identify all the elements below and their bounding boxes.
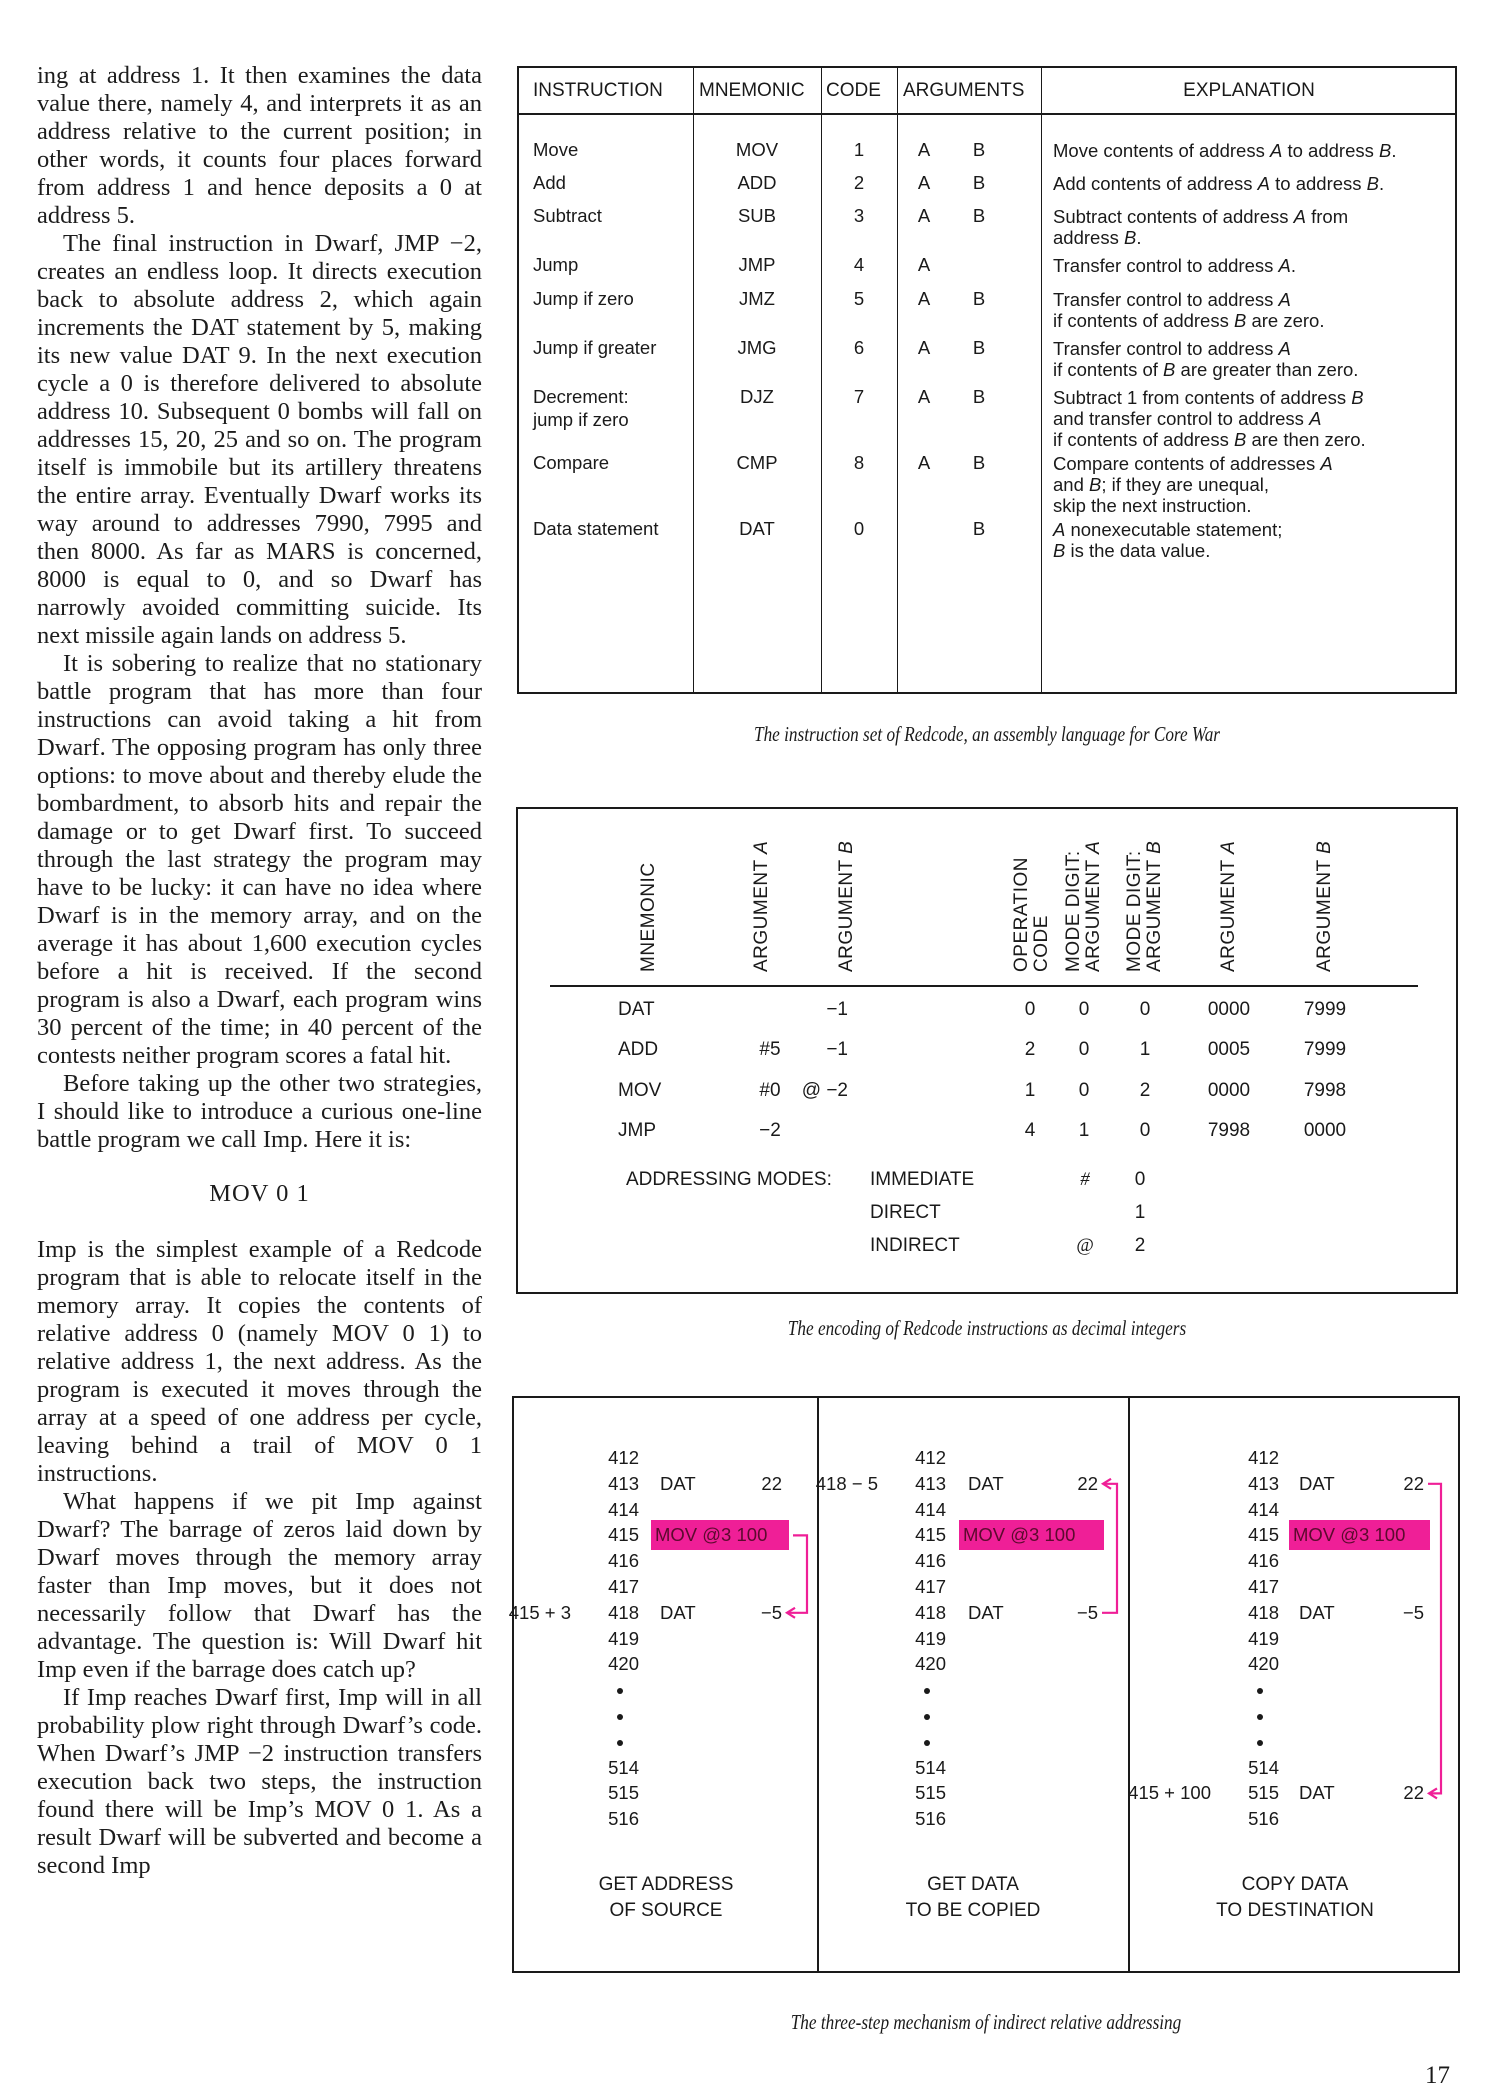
cell-mnemonic: ADD	[618, 1039, 659, 1060]
cell-instruction: Add	[533, 172, 566, 193]
header-code: CODE	[826, 80, 881, 101]
cell-mnemonic: JMP	[738, 254, 776, 275]
cell-arg-a: −2	[759, 1120, 781, 1141]
addressing-modes-label: ADDRESSING MODES:	[626, 1169, 832, 1190]
value-418: −5	[1402, 1601, 1424, 1623]
instr-413: DAT	[660, 1472, 696, 1494]
cell-enc-a: 0005	[1207, 1039, 1251, 1060]
pointer-arrow-icon	[514, 1398, 1462, 1975]
paragraph: The final instruction in Dwarf, JMP −2, creates an endless loop. It directs execution back to absolute address 2, which again increments the DAT statement by 5, making its new value DAT 9. In the next execution cycle a 0 is therefore delivered to absolute address 10. Subsequent 0 bombs will fall on addresses 15, 20, 25 and so on. The program itself is immobile but its artillery threatens the entire array. Eventually Dwarf works its way around to addresses 7990, 7995 and then 8000. As far as MARS is concerned, 8000 is equal to 0, and so Dwarf has narrowly avoided committing suicide. Its next missile again lands on address 5.	[37, 230, 482, 649]
memory-address: 412	[915, 1447, 946, 1468]
cell-op: 4	[1024, 1120, 1036, 1141]
cell-instruction: Data statement	[533, 518, 659, 539]
memory-address: 417	[1248, 1576, 1279, 1597]
header-text: MODE DIGIT: ARGUMENT B	[1124, 840, 1165, 972]
cell-mode-b: 1	[1139, 1039, 1151, 1060]
mode-symbol: @	[1076, 1235, 1094, 1256]
memory-address: 414	[915, 1498, 946, 1520]
value-418: −5	[1076, 1601, 1098, 1623]
cell-code: 1	[853, 139, 865, 160]
memory-address: 413	[608, 1472, 639, 1494]
cell-mnemonic: MOV	[618, 1080, 662, 1101]
memory-address: 420	[1248, 1653, 1279, 1675]
cell-argument-a: A	[917, 205, 931, 226]
cell-code: 3	[853, 205, 865, 226]
header-text: OPERATION CODE	[1011, 857, 1052, 972]
value-413: 22	[761, 1472, 782, 1494]
article-text-column	[37, 62, 482, 1880]
paragraph: ing at address 1. It then examines the data value there, namely 4, and interprets it as an address relative to the current position; in other words, it counts four places forward from address 1 and hence deposits a 0 at address 5.	[37, 62, 482, 229]
header-text: MODE DIGIT: ARGUMENT A	[1063, 840, 1104, 972]
header-text: ARGUMENT B	[1314, 840, 1335, 972]
mode-name: IMMEDIATE	[870, 1169, 975, 1190]
header-arguments: ARGUMENTS	[903, 80, 1025, 101]
memory-address: 515	[608, 1782, 639, 1804]
cell-arg-b: −1	[826, 999, 848, 1020]
cell-enc-b: 7998	[1303, 1080, 1347, 1101]
cell-argument-a: A	[917, 337, 931, 358]
cell-arg-b: @ −2	[801, 1080, 848, 1101]
instr-418: DAT	[1299, 1601, 1335, 1623]
instr-515: DAT	[1299, 1782, 1335, 1804]
cell-argument-b: B	[972, 452, 986, 473]
cell-explanation: Compare contents of addresses A and B; if they are unequal, skip the next instruction.	[1053, 453, 1333, 516]
code-line-imp: MOV 0 1	[209, 1180, 310, 1207]
cell-explanation: A nonexecutable statement; B is the data value.	[1053, 519, 1283, 561]
cell-instruction: Decrement: jump if zero	[533, 386, 629, 430]
mode-digit: 1	[1134, 1202, 1146, 1223]
cell-mode-a: 0	[1078, 1039, 1090, 1060]
memory-address: 413	[1248, 1472, 1279, 1494]
memory-address: 415	[915, 1524, 946, 1546]
memory-address: 420	[915, 1653, 946, 1675]
cell-argument-b: B	[972, 139, 986, 160]
cell-enc-b: 7999	[1303, 999, 1347, 1020]
header-text: MNEMONIC	[638, 862, 659, 972]
memory-address: 415	[608, 1524, 639, 1546]
cell-mnemonic: SUB	[737, 205, 777, 226]
cell-enc-a: 0000	[1207, 1080, 1251, 1101]
memory-address: 416	[1248, 1550, 1279, 1572]
memory-address: 412	[1248, 1447, 1279, 1468]
mode-digit: 0	[1134, 1169, 1146, 1190]
memory-address: 419	[915, 1627, 946, 1649]
header-explanation: EXPLANATION	[1183, 80, 1315, 101]
paragraph: What happens if we pit Imp against Dwarf? The barrage of zeros laid down by Dwarf moves through the memory array faster than Imp moves, but it does not necessarily follow that Dwarf has the advantage. The question is: Will Dwarf hit Imp even if the barrage does catch up?	[37, 1488, 482, 1683]
cell-enc-b: 0000	[1303, 1120, 1347, 1141]
cell-arg-a: #5	[759, 1039, 781, 1060]
instr-413: DAT	[968, 1472, 1004, 1494]
column-divider	[821, 68, 822, 692]
value-413: 22	[1077, 1472, 1098, 1494]
cell-explanation: Subtract contents of address A from address B.	[1053, 206, 1349, 248]
memory-address: 415	[1248, 1524, 1279, 1546]
cell-op: 2	[1024, 1039, 1036, 1060]
memory-address: 516	[1248, 1808, 1279, 1830]
memory-address: 412	[608, 1447, 639, 1468]
cell-explanation: Transfer control to address A.	[1053, 255, 1297, 276]
column-divider	[897, 68, 898, 692]
cell-op: 1	[1024, 1080, 1036, 1101]
cell-instruction: Jump if greater	[533, 337, 657, 358]
header-text: ARGUMENT A	[1218, 840, 1239, 972]
memory-address: 514	[915, 1756, 946, 1778]
cell-mnemonic: JMG	[737, 337, 777, 358]
cell-argument-b: B	[972, 337, 986, 358]
cell-argument-b: B	[972, 172, 986, 193]
cell-explanation: Move contents of address A to address B.	[1053, 140, 1397, 161]
cell-argument-a: A	[917, 288, 931, 309]
cell-argument-a: A	[917, 386, 931, 407]
panel-step-3	[514, 1398, 1458, 1971]
mode-symbol: #	[1080, 1169, 1090, 1190]
cell-explanation: Add contents of address A to address B.	[1053, 173, 1385, 194]
paragraph: If Imp reaches Dwarf first, Imp will in all probability plow right through Dwarf’s code. When Dwarf’s JMP −2 instruction transfers execution back two steps, the instruction found there will be Imp’s MOV 0 1. As a result Dwarf will be subverted and become a second Imp	[37, 1684, 482, 1879]
cell-code: 5	[853, 288, 865, 309]
cell-code: 8	[853, 452, 865, 473]
cell-mnemonic: ADD	[737, 172, 777, 193]
cell-explanation: Transfer control to address A if contents of address B are zero.	[1053, 289, 1325, 331]
cell-code: 6	[853, 337, 865, 358]
memory-address: 514	[1248, 1756, 1279, 1778]
cell-mnemonic: CMP	[736, 452, 778, 473]
memory-address: 416	[608, 1550, 639, 1572]
value-515: 22	[1403, 1782, 1424, 1804]
address-calculation: 418 − 5	[815, 1472, 878, 1494]
instruction-set-table	[517, 66, 1457, 694]
memory-address: 418	[915, 1601, 946, 1623]
instr-418: DAT	[968, 1601, 1004, 1623]
cell-argument-b: B	[972, 518, 986, 539]
cell-mode-a: 0	[1078, 1080, 1090, 1101]
cell-enc-a: 0000	[1207, 999, 1251, 1020]
cell-mnemonic: JMP	[618, 1120, 656, 1141]
cell-explanation: Transfer control to address A if contents of B are greater than zero.	[1053, 338, 1359, 380]
cell-arg-b: −1	[826, 1039, 848, 1060]
cell-argument-b: B	[972, 288, 986, 309]
address-calculation: 415 + 100	[1128, 1782, 1211, 1804]
mode-name: INDIRECT	[870, 1235, 960, 1256]
memory-address: 416	[915, 1550, 946, 1572]
header-rule	[550, 985, 1418, 987]
cell-mnemonic: DJZ	[740, 386, 774, 407]
cell-instruction: Compare	[533, 452, 610, 473]
memory-address: 515	[1248, 1782, 1279, 1804]
paragraph: Imp is the simplest example of a Redcode program that is able to relocate itself in the memory array. It copies the contents of relative address 0 (namely MOV 0 1) to relative address 1, the next address. As the program is executed it moves through the array at a speed of one address per cycle, leaving behind a trail of MOV 0 1 instructions.	[37, 1236, 482, 1487]
memory-address: 420	[608, 1653, 639, 1675]
memory-address: 419	[608, 1627, 639, 1649]
memory-address: 418	[608, 1601, 639, 1623]
cell-instruction: Move	[533, 139, 579, 160]
cell-code: 2	[853, 172, 865, 193]
cell-argument-a: A	[917, 452, 931, 473]
cell-op: 0	[1024, 999, 1036, 1020]
paragraph: It is sobering to realize that no stationary battle program that has more than four instructions can avoid taking a hit from Dwarf. The opposing program has only three options: to move about and thereby elude the bombardment, to absorb hits and repair the damage or to get Dwarf first. To succeed through the last strategy the program may have to be lucky: it can have no idea where Dwarf is in the memory array, and on the average it has about 1,600 execution cycles before a hit is received. If the second program is also a Dwarf, each program wins 30 percent of the time; in 40 percent of the contests neither program scores a fatal hit.	[37, 650, 482, 1069]
highlighted-instruction: MOV @3 100	[959, 1520, 1104, 1550]
address-calculation: 415 + 3	[508, 1601, 571, 1623]
figure-caption: The three-step mechanism of indirect relative addressing	[790, 2010, 1182, 2034]
memory-address: 417	[608, 1576, 639, 1597]
value-413: 22	[1403, 1472, 1424, 1494]
table-caption: The instruction set of Redcode, an assembly language for Core War	[753, 722, 1221, 746]
header-instruction: INSTRUCTION	[533, 80, 663, 101]
highlighted-instruction: MOV @3 100	[651, 1520, 789, 1550]
memory-address: 515	[915, 1782, 946, 1804]
header-mnemonic: MNEMONIC	[699, 80, 805, 101]
cell-arg-a: #0	[759, 1080, 781, 1101]
figure-caption: The encoding of Redcode instructions as decimal integers	[787, 1316, 1187, 1340]
page-number: 17	[1425, 2062, 1450, 2089]
cell-mnemonic: DAT	[739, 518, 775, 539]
memory-address: 514	[608, 1756, 639, 1778]
memory-address: 414	[1248, 1498, 1279, 1520]
cell-argument-b: B	[972, 205, 986, 226]
memory-address: 516	[915, 1808, 946, 1830]
cell-mnemonic: MOV	[735, 139, 779, 160]
cell-code: 4	[853, 254, 865, 275]
cell-argument-a: A	[917, 139, 931, 160]
cell-mnemonic: JMZ	[739, 288, 775, 309]
column-divider	[1041, 68, 1042, 692]
memory-address: 414	[608, 1498, 639, 1520]
highlighted-instruction: MOV @3 100	[1289, 1520, 1430, 1550]
cell-argument-a: A	[917, 254, 931, 275]
cell-argument-b: B	[972, 386, 986, 407]
paragraph: Before taking up the other two strategies, I should like to introduce a curious one-line battle program we call Imp. Here it is:	[37, 1070, 482, 1153]
cell-instruction: Jump if zero	[533, 288, 634, 309]
cell-explanation: Subtract 1 from contents of address B and transfer control to address A if contents of address B are then zero.	[1053, 387, 1366, 450]
cell-mode-a: 1	[1078, 1120, 1090, 1141]
cell-enc-b: 7999	[1303, 1039, 1347, 1060]
column-divider	[693, 68, 694, 692]
instr-418: DAT	[660, 1601, 696, 1623]
cell-enc-a: 7998	[1207, 1120, 1251, 1141]
encoding-figure	[516, 807, 1458, 1294]
header-text: ARGUMENT B	[836, 840, 857, 972]
cell-argument-a: A	[917, 172, 931, 193]
step-label: GET DATA TO BE COPIED	[905, 1874, 1041, 1921]
instr-413: DAT	[1299, 1472, 1335, 1494]
step-label: COPY DATA TO DESTINATION	[1216, 1874, 1374, 1921]
step-label: GET ADDRESS OF SOURCE	[598, 1874, 734, 1921]
cell-code: 0	[853, 518, 865, 539]
mode-digit: 2	[1134, 1235, 1146, 1256]
cell-mode-b: 0	[1139, 999, 1151, 1020]
memory-address: 516	[608, 1808, 639, 1830]
cell-instruction: Subtract	[533, 205, 602, 226]
cell-mode-b: 2	[1139, 1080, 1151, 1101]
memory-address: 419	[1248, 1627, 1279, 1649]
cell-mnemonic: DAT	[618, 999, 655, 1020]
cell-code: 7	[853, 386, 865, 407]
header-rule	[519, 113, 1455, 115]
memory-address: 417	[915, 1576, 946, 1597]
memory-address: 418	[1248, 1601, 1279, 1623]
value-418: −5	[760, 1601, 782, 1623]
mode-name: DIRECT	[870, 1202, 941, 1223]
cell-instruction: Jump	[533, 254, 579, 275]
memory-address: 413	[915, 1472, 946, 1494]
cell-mode-b: 0	[1139, 1120, 1151, 1141]
cell-mode-a: 0	[1078, 999, 1090, 1020]
header-text: ARGUMENT A	[751, 840, 772, 972]
indirect-addressing-figure	[508, 1396, 1460, 1973]
